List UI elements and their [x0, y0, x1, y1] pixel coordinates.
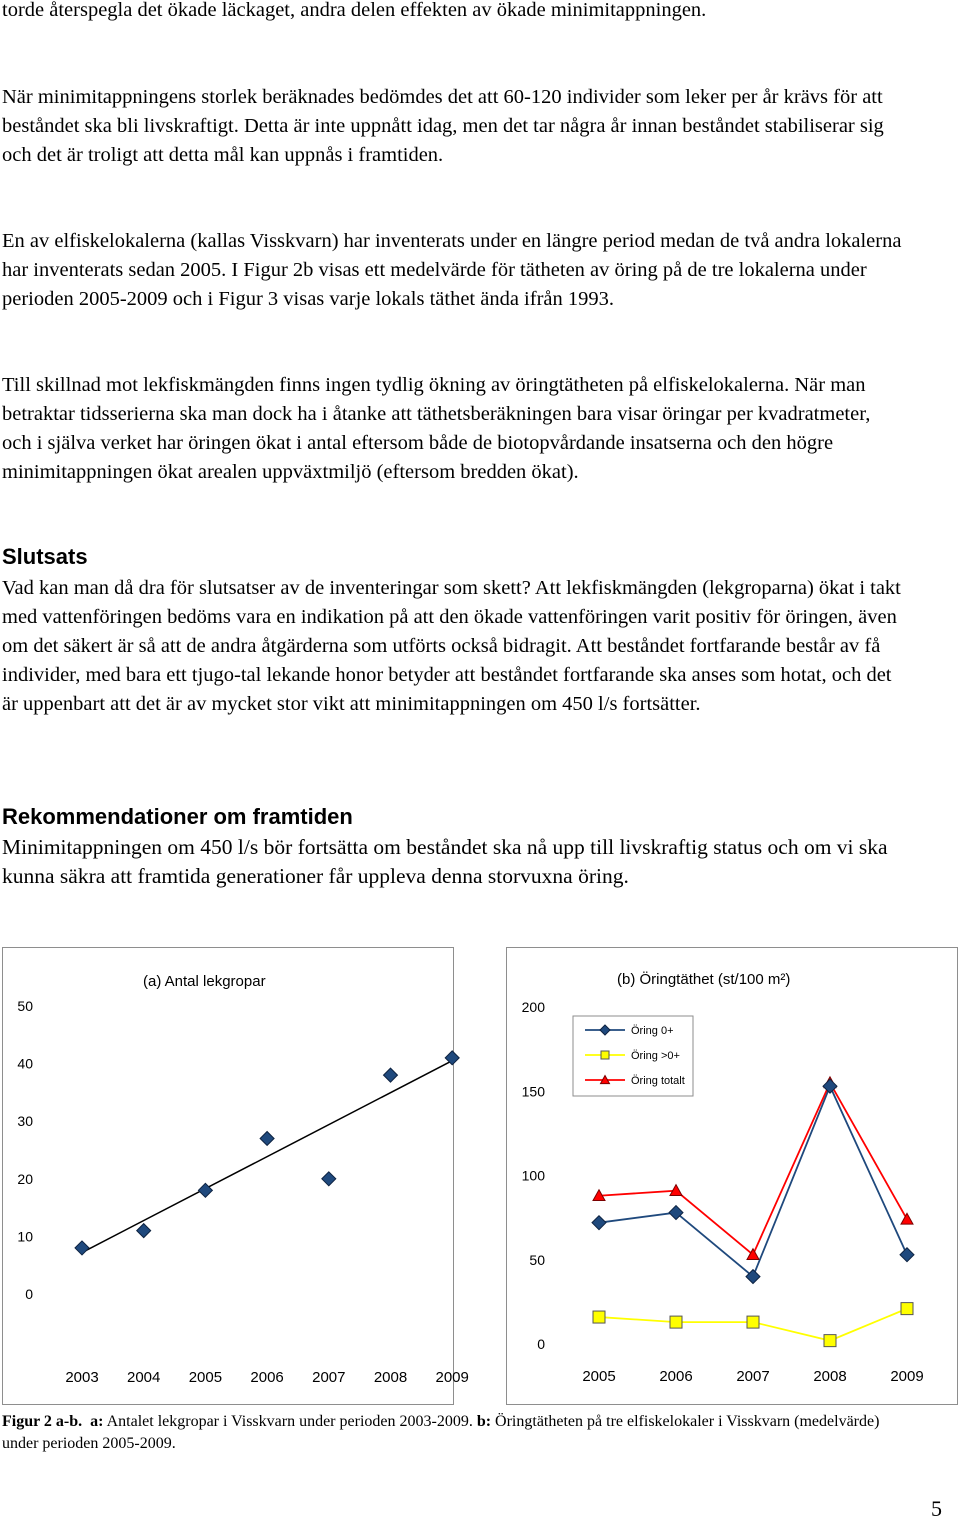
chart-b-point: [592, 1216, 606, 1230]
chart-b-legend: [573, 1016, 693, 1096]
chart-b-xtick: 2005: [582, 1368, 616, 1385]
chart-a-ytick: 50: [17, 998, 33, 1014]
chart-b-point: [901, 1213, 913, 1224]
chart-b-ytick: 0: [537, 1336, 545, 1352]
paragraph-lekfiskmangd: Till skillnad mot lekfiskmängden finns ingen tydlig ökning av öringtätheten på elfiskelokalerna. När man betraktar tidsserierna ska man dock ha i åtanke att täthetsberäkningen bara visar öringar per kvadratmeter, och i själva verket har öringen ökat i antal eftersom både de biotopvårdande insatserna och den högre minimitappningen ökat arealen uppväxtmiljö (eftersom bredden ökat).: [2, 374, 871, 483]
paragraph-slutsats: Vad kan man då dra för slutsatser av de inventeringar som skett? Att lekfiskmängden (lekgroparna) ökat i takt med vattenföringen bedöms vara en indikation på att den ökade vattenföringen varit positiv för öringen, även om det säkert är så att de andra åtgärderna som utförts också bidragit. Att beståndet fortfarande består av få individer, med bara ett tjugo-tal lekande honor betyder att beståndet fortfarande ska anses som hotat, och det är uppenbart att det är av mycket stor vikt att minimitappningen om 450 l/s fortsätter.: [2, 577, 901, 715]
chart-b-ytick: 100: [521, 1167, 545, 1184]
chart-a-trendline: [82, 1061, 452, 1253]
chart-a-point: [260, 1131, 274, 1145]
chart-b-xtick: 2009: [890, 1368, 924, 1385]
chart-a-xtick: 2005: [188, 1369, 223, 1386]
chart-a-ytick: 20: [17, 1170, 33, 1187]
chart-a-ytick: 0: [25, 1286, 33, 1302]
chart-b-point: [824, 1335, 836, 1347]
page-number: 5: [931, 1496, 942, 1521]
caption-b-label: b:: [476, 1413, 492, 1430]
heading-rekommendationer: Rekommendationer om framtiden: [2, 804, 353, 829]
chart-b-xtick: 2008: [813, 1368, 847, 1385]
figure-caption: [2, 1411, 902, 1455]
chart-a-svg: [3, 948, 469, 1406]
paragraph-elfiskelokaler: En av elfiskelokalerna (kallas Visskvarn) har inventerats under en längre period medan de två andra lokalerna har inventerats sedan 2005. I Figur 2b visas ett medelvärde för tätheten av öring på de tre lokalerna under perioden 2005-2009 och i Figur 3 visas varje lokals täthet ända ifrån 1993.: [2, 230, 902, 310]
chart-b-point: [670, 1316, 682, 1328]
chart-b-series-line: [599, 1083, 907, 1255]
chart-oringtathet: [506, 947, 958, 1405]
chart-a-xtick: 2007: [312, 1369, 346, 1386]
chart-b-ytick: 150: [521, 1083, 545, 1100]
legend-marker: [601, 1051, 609, 1059]
legend-label: Öring >0+: [631, 1050, 680, 1062]
chart-a-xtick: 2006: [250, 1369, 284, 1386]
chart-a-xtick: 2003: [65, 1369, 99, 1386]
chart-b-point: [900, 1248, 914, 1262]
caption-a-text: Antalet lekgropar i Visskvarn under perioden 2003-2009.: [103, 1413, 477, 1430]
chart-antal-lekgropar: [2, 947, 469, 1405]
paragraph-rekommendationer: Minimitappningen om 450 l/s bör fortsätta om beståndet ska nå upp till livskraftig status och om vi ska kunna säkra att framtida generationer får uppleva denna storvuxna öring.: [2, 835, 888, 888]
paragraph-intro: torde återspegla det ökade läckaget, andra delen effekten av ökade minimitappningen.: [2, 0, 707, 21]
legend-label: Öring totalt: [631, 1075, 685, 1087]
chart-a-ytick: 30: [17, 1113, 33, 1130]
chart-a-point: [384, 1068, 398, 1082]
chart-a-ytick: 10: [17, 1228, 33, 1245]
chart-b-point: [901, 1303, 913, 1315]
caption-b-text: Öringtätheten på tre elfiskelokaler i Visskvarn (medelvärde) under perioden 2005-2009.: [2, 1413, 880, 1452]
chart-b-xtick: 2007: [736, 1368, 770, 1385]
chart-a-title: (a) Antal lekgropar: [143, 973, 266, 990]
heading-slutsats: Slutsats: [2, 544, 88, 569]
chart-a-xtick: 2008: [373, 1369, 408, 1386]
chart-a-ytick: 40: [17, 1055, 33, 1072]
chart-a-xtick: 2004: [127, 1369, 161, 1386]
chart-b-ytick: 200: [521, 999, 545, 1015]
chart-b-point: [747, 1316, 759, 1328]
chart-a-xtick: 2009: [435, 1369, 469, 1386]
chart-a-point: [322, 1172, 336, 1186]
legend-label: Öring 0+: [631, 1025, 674, 1037]
chart-b-svg: [507, 948, 959, 1406]
chart-b-title: (b) Öringtäthet (st/100 m²): [617, 971, 791, 988]
chart-a-point: [137, 1224, 151, 1238]
chart-b-ytick: 50: [529, 1251, 545, 1268]
caption-a-label: a:: [90, 1413, 104, 1430]
chart-b-point: [593, 1311, 605, 1323]
caption-label: Figur 2 a-b.: [2, 1413, 83, 1430]
paragraph-minimitappning: När minimitappningens storlek beräknades bedömdes det att 60-120 individer som leker per år krävs för att beståndet ska bli livskraftigt. Detta är inte uppnått idag, men det tar några år innan beståndet stabiliserar sig och det är troligt att detta mål kan uppnås i framtiden.: [2, 86, 884, 166]
chart-b-xtick: 2006: [659, 1368, 693, 1385]
chart-a-point: [75, 1241, 89, 1255]
